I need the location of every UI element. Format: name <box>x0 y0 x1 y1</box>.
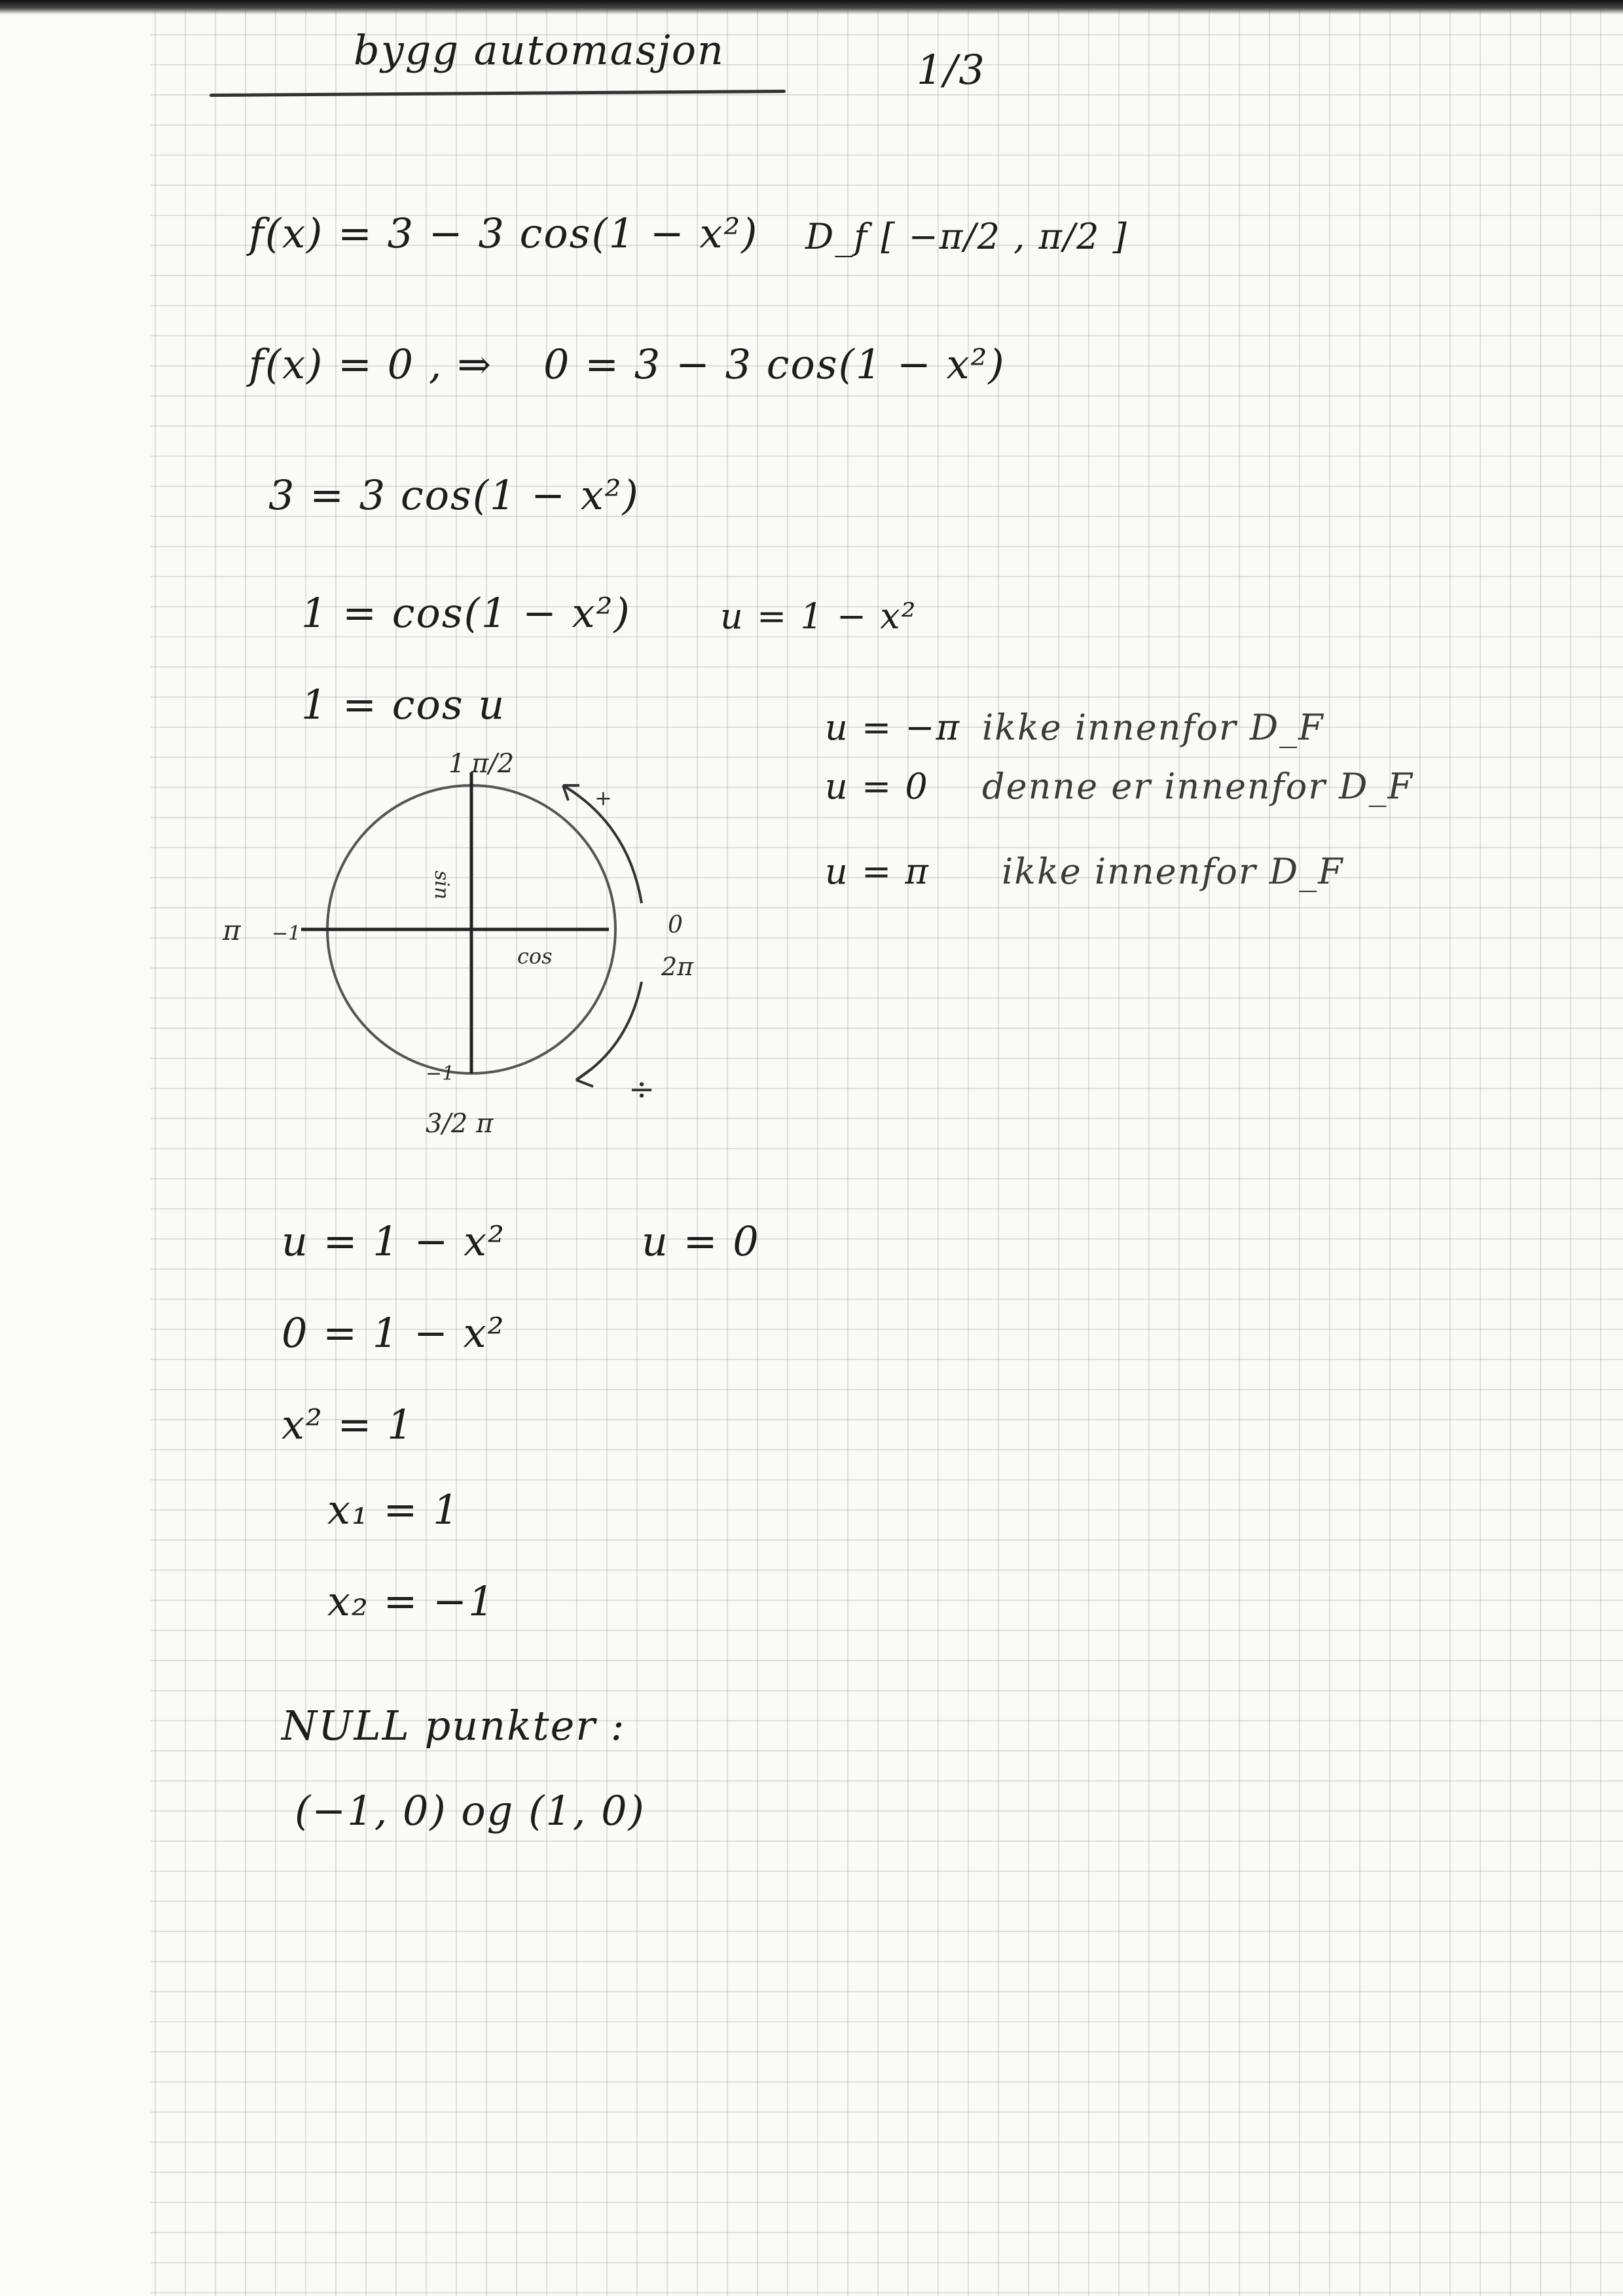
unit-circle-svg <box>210 733 746 1178</box>
sin-axis-label: sin <box>430 870 453 900</box>
scan-top-edge <box>0 0 1623 14</box>
equation-1: 0 = 3 − 3 cos(1 − x²) <box>543 340 1006 388</box>
circle-right-label-2pi: 2π <box>661 952 694 981</box>
equation-3: 1 = cos(1 − x²) <box>301 589 631 637</box>
arrowhead-bottom <box>576 1068 593 1086</box>
cos-axis-label: cos <box>517 944 553 969</box>
solution-line-1: u = 1 − x² <box>282 1217 505 1265</box>
circle-top-label: π/2 <box>471 749 515 779</box>
zeros-result: (−1, 0) og (1, 0) <box>295 1787 646 1835</box>
circle-bottom-tick: −1 <box>426 1062 455 1085</box>
plus-sign: + <box>594 785 612 810</box>
case-value-3: u = π <box>825 851 930 892</box>
case-value-1: u = −π <box>825 707 961 748</box>
circle-left-label: π <box>223 914 241 946</box>
circle-bottom-label: 3/2 π <box>426 1109 494 1139</box>
case-note-1: ikke innenfor D_F <box>982 707 1324 748</box>
page-number: 1/3 <box>917 46 986 94</box>
circle-top-tick: 1 <box>448 749 465 779</box>
equation-4: 1 = cos u <box>301 681 506 728</box>
substitution: u = 1 − x² <box>720 596 917 637</box>
solution-line-3: x² = 1 <box>282 1401 414 1448</box>
circle-right-label-zero: 0 <box>668 912 683 939</box>
zeros-heading: NULL punkter : <box>282 1702 626 1749</box>
case-value-2: u = 0 <box>825 766 929 807</box>
equation-2: 3 = 3 cos(1 − x²) <box>268 471 640 519</box>
minus-sign: ÷ <box>629 1071 655 1107</box>
case-note-3: ikke innenfor D_F <box>1002 851 1344 892</box>
zero-condition: f(x) = 0 , ⇒ <box>249 340 493 388</box>
function-definition: f(x) = 3 − 3 cos(1 − x²) <box>249 209 759 257</box>
left-margin <box>0 0 151 2296</box>
solution-line-1-right: u = 0 <box>642 1217 760 1265</box>
negative-rotation-arrow <box>576 982 642 1080</box>
solution-x1: x₁ = 1 <box>327 1486 460 1534</box>
solution-line-2: 0 = 1 − x² <box>282 1309 505 1357</box>
case-note-2: denne er innenfor D_F <box>982 766 1413 807</box>
domain: D_f [ −π/2 , π/2 ] <box>805 216 1128 257</box>
unit-circle-sketch <box>210 733 746 1178</box>
solution-x2: x₂ = −1 <box>327 1577 496 1625</box>
page-title: bygg automasjon <box>354 26 725 74</box>
circle-left-tick: −1 <box>272 922 301 945</box>
